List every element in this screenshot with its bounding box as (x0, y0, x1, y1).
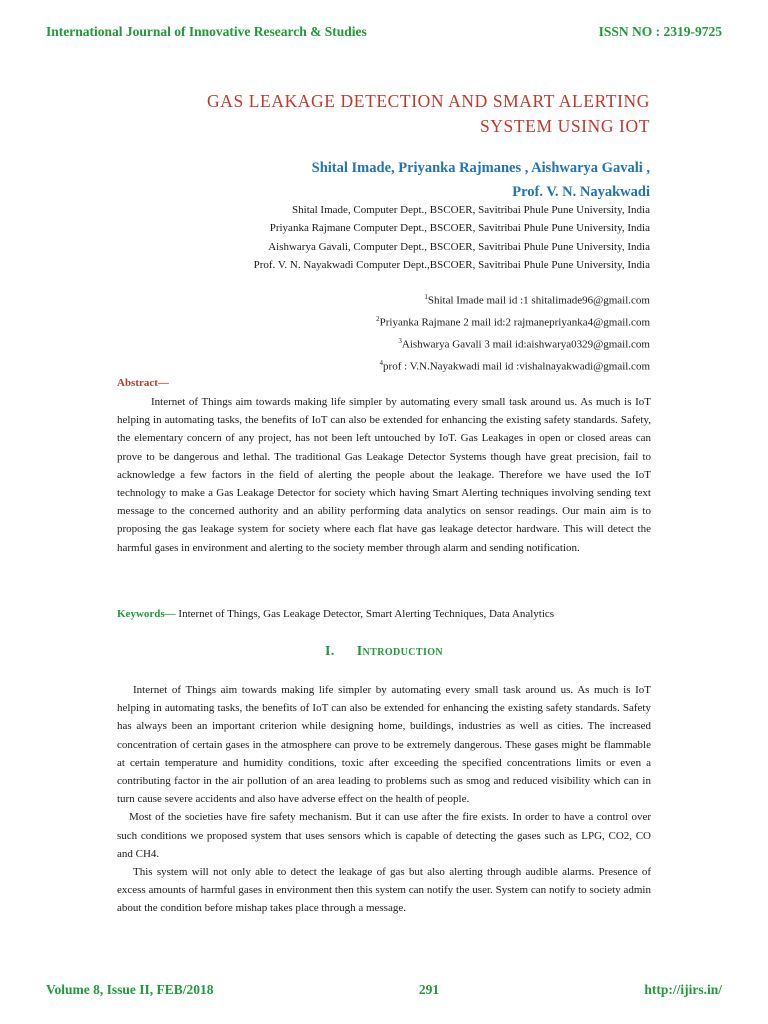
email-line: $^1$Shital Imade mail id :1 shitalimade96@gmail.com (424, 293, 650, 307)
section-title: Introduction (356, 644, 444, 659)
page-header (46, 24, 722, 40)
paragraph: Most of the societies have fire safety mechanism. But it can use after the fire exists. In order to have a control over such conditions we proposed system that uses sensors which is capable of detecting the gases such as LPG, CO2, CO and CH4. (117, 811, 651, 860)
page-number: 291 (418, 982, 440, 997)
email-line: $^2$Priyanka Rajmane 2 mail id:2 rajmanepriyanka4@gmail.com (376, 314, 650, 329)
keywords-label: Keywords— (117, 608, 176, 620)
affiliation: Aishwarya Gavali, Computer Dept., BSCOER, Savitribai Phule Pune University, India (268, 240, 650, 253)
email-line: $^3$Aishwarya Gavali 3 mail id:aishwarya0329@gmail.com (398, 336, 650, 351)
volume-info: Volume 8, Issue II, FEB/2018 (46, 982, 214, 997)
introduction-body (117, 681, 651, 918)
page-footer (46, 982, 722, 998)
affiliation: Prof. V. N. Nayakwadi Computer Dept.,BSCOER, Savitribai Phule Pune University, India (253, 258, 650, 271)
authors-line-1: Shital Imade, Priyanka Rajmanes , Aishwarya Gavali , (311, 160, 650, 176)
section-heading (0, 644, 768, 660)
journal-link[interactable]: http://ijirs.in/ (644, 982, 722, 997)
keywords (117, 606, 657, 622)
journal-name: International Journal of Innovative Research & Studies (46, 24, 367, 39)
keywords-text: Internet of Things, Gas Leakage Detector, Smart Alerting Techniques, Data Analytics (175, 608, 555, 620)
paper-title (207, 89, 650, 139)
abstract-text: Internet of Things aim towards making life simpler by automating every small task around us. As much is IoT helping in automating tasks, the benefits of IoT can also be extended for enhancing the existing safety standards. Safety, the elementary concern of any project, has not been left untouched by IoT. Gas Leakages in open or closed areas can prove to be dangerous and lethal. The traditional Gas Leakage Detector Systems though have great precision, fail to acknowledge a few factors in the field of alerting the people about the leakage. Therefore we have used the IoT technology to make a Gas Leakage Detector for society which having Smart Alerting techniques involving sending text message to the concerned authority and an ability performing data analytics on sensor readings. Our main aim is to proposing the gas leakage system for society where each flat have gas leakage detector hardware. This will detect the harmful gases in environment and alerting to the society member through alarm and sending notification. (117, 396, 651, 554)
title-line-1: GAS LEAKAGE DETECTION AND SMART ALERTING (206, 91, 650, 111)
authors-line-2: Prof. V. N. Nayakwadi (512, 184, 650, 200)
paragraph: This system will not only able to detect the leakage of gas but also alerting through audible alarms. Presence of excess amounts of harmful gases in environment then this system can notify the user. System can notify to society admin about the condition before mishap takes place through a message. (117, 866, 651, 915)
title-line-2: SYSTEM USING IOT (479, 116, 650, 136)
paragraph: Internet of Things aim towards making life simpler by automating every small task around us. As much is IoT helping in automating tasks, the benefits of IoT can also be extended for enhancing the existing safety standards. Safety has always been an important criterion while designing home, buildings, industries as well as cities. The increased concentration of certain gases in the atmosphere can prove to be extremely dangerous. These gases might be flammable at certain temperature and humidity conditions, toxic after exceeding the specified concentrations limits or even a contributing factor in the air pollution of an area leading to problems such as smog and reduced visibility which can in turn cause severe accidents and also have adverse effect on the health of people. (117, 684, 651, 806)
affiliations (254, 201, 650, 274)
affiliation: Shital Imade, Computer Dept., BSCOER, Savitribai Phule Pune University, India (292, 204, 650, 216)
email-list (376, 288, 650, 376)
issn-number: ISSN NO : 2319-9725 (598, 24, 722, 39)
section-number: I. (324, 644, 335, 659)
abstract-label: Abstract— (117, 377, 169, 389)
author-list (312, 156, 650, 204)
email-line: $^4$prof : V.N.Nayakwadi mail id :vishalnayakwadi@gmail.com (379, 358, 650, 373)
affiliation: Priyanka Rajmane Computer Dept., BSCOER, Savitribai Phule Pune University, India (269, 222, 650, 235)
